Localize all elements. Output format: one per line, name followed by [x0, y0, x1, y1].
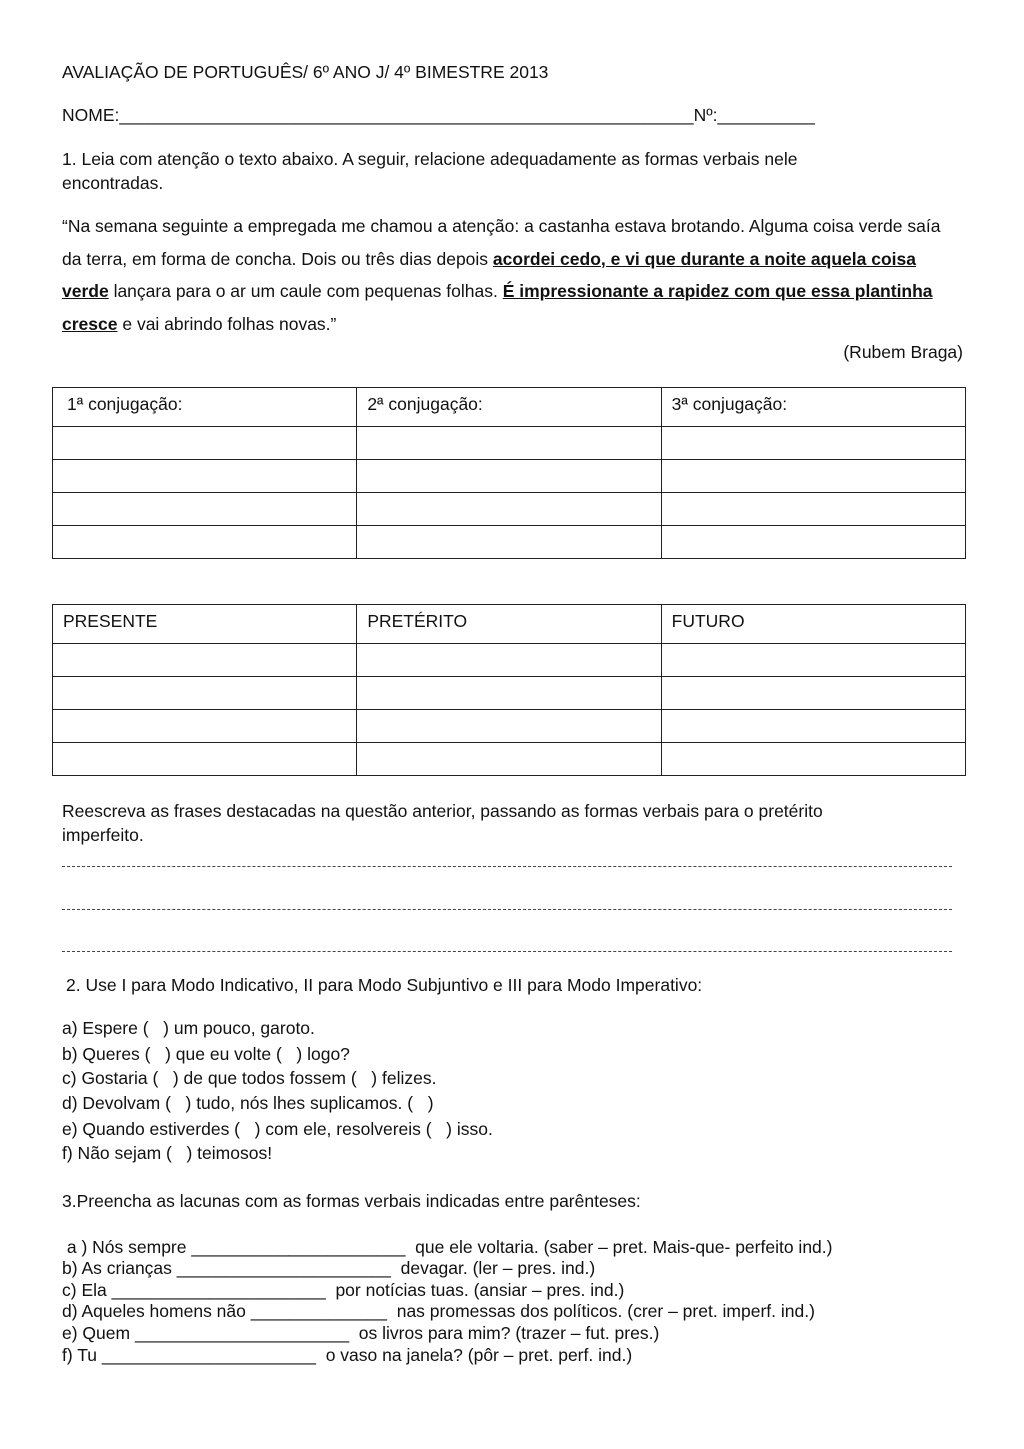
table-row [53, 677, 966, 710]
header-future: FUTURO [661, 605, 965, 644]
answer-cell[interactable] [661, 460, 965, 493]
table-row [53, 710, 966, 743]
question-1-instruction: 1. Leia com atenção o texto abaixo. A seguir, relacione adequadamente as formas verbais nele encontradas. [62, 149, 798, 193]
answer-cell[interactable] [357, 526, 661, 559]
answer-cell[interactable] [661, 493, 965, 526]
answer-cell[interactable] [53, 427, 357, 460]
table-row [53, 427, 966, 460]
answer-cell[interactable] [53, 743, 357, 776]
table-row [53, 526, 966, 559]
answer-cell[interactable] [357, 677, 661, 710]
question-3-item-a[interactable]: a ) Nós sempre ______________________ que ele voltaria. (saber – pret. Mais-que- perfeito ind.) [62, 1237, 833, 1257]
answer-line[interactable] [62, 866, 952, 867]
answer-cell[interactable] [357, 710, 661, 743]
answer-cell[interactable] [53, 493, 357, 526]
question-3-instruction: 3.Preencha as lacunas com as formas verbais indicadas entre parênteses: [62, 1191, 641, 1211]
question-3-item-f[interactable]: f) Tu ______________________ o vaso na janela? (pôr – pret. perf. ind.) [62, 1345, 633, 1365]
answer-cell[interactable] [357, 743, 661, 776]
answer-cell[interactable] [357, 644, 661, 677]
answer-cell[interactable] [357, 460, 661, 493]
answer-cell[interactable] [357, 427, 661, 460]
question-3-item-e[interactable]: e) Quem ______________________ os livros para mim? (trazer – fut. pres.) [62, 1323, 660, 1343]
table-header-row [53, 388, 966, 427]
answer-cell[interactable] [661, 644, 965, 677]
answer-cell[interactable] [53, 710, 357, 743]
table-row [53, 644, 966, 677]
answer-line[interactable] [62, 951, 952, 952]
answer-cell[interactable] [661, 710, 965, 743]
answer-line[interactable] [62, 909, 952, 910]
answer-cell[interactable] [661, 743, 965, 776]
table-row [53, 743, 966, 776]
question-3-item-b[interactable]: b) As crianças ______________________ devagar. (ler – pres. ind.) [62, 1258, 596, 1278]
question-2-instruction: 2. Use I para Modo Indicativo, II para Modo Subjuntivo e III para Modo Imperativo: [66, 975, 703, 995]
passage-text-2: lançara para o ar um caule com pequenas folhas. [108, 281, 503, 301]
name-field-line[interactable]: NOME:___________________________________________________________Nº:__________ [62, 105, 815, 125]
passage-text-3: e vai abrindo folhas novas.” [117, 313, 337, 334]
conjugation-table [52, 387, 966, 559]
header-third-conjugation: 3ª conjugação: [661, 388, 965, 427]
header-first-conjugation: 1ª conjugação: [53, 388, 357, 427]
passage-author: (Rubem Braga) [843, 342, 963, 362]
answer-cell[interactable] [53, 460, 357, 493]
reading-passage [62, 210, 964, 340]
question-3-item-c[interactable]: c) Ela ______________________ por notícias tuas. (ansiar – pres. ind.) [62, 1280, 625, 1300]
exam-title: AVALIAÇÃO DE PORTUGUÊS/ 6º ANO J/ 4º BIMESTRE 2013 [62, 62, 549, 82]
question-2-item-e[interactable]: e) Quando estiverdes ( ) com ele, resolvereis ( ) isso. [62, 1119, 493, 1139]
header-second-conjugation: 2ª conjugação: [357, 388, 661, 427]
question-2-item-c[interactable]: c) Gostaria ( ) de que todos fossem ( ) felizes. [62, 1068, 437, 1088]
answer-cell[interactable] [53, 526, 357, 559]
answer-cell[interactable] [53, 644, 357, 677]
passage-highlight-2: É impressionante a rapidez com que essa plantinha cresce [62, 281, 933, 334]
header-present: PRESENTE [53, 605, 357, 644]
answer-cell[interactable] [53, 677, 357, 710]
table-header-row [53, 605, 966, 644]
question-2-item-a[interactable]: a) Espere ( ) um pouco, garoto. [62, 1018, 315, 1038]
question-2-item-b[interactable]: b) Queres ( ) que eu volte ( ) logo? [62, 1044, 350, 1064]
answer-cell[interactable] [661, 526, 965, 559]
passage-highlight-1: acordei cedo, e vi que durante a noite aquela coisa verde [62, 248, 916, 301]
answer-cell[interactable] [661, 427, 965, 460]
rewrite-instruction: Reescreva as frases destacadas na questão anterior, passando as formas verbais para o pretérito imperfeito. [62, 801, 823, 845]
question-2-item-f[interactable]: f) Não sejam ( ) teimosos! [62, 1143, 273, 1163]
question-3-item-d[interactable]: d) Aqueles homens não ______________ nas promessas dos políticos. (crer – pret. imperf. ind.) [62, 1301, 815, 1321]
table-row [53, 460, 966, 493]
answer-cell[interactable] [357, 493, 661, 526]
header-past: PRETÉRITO [357, 605, 661, 644]
passage-text-1: “Na semana seguinte a empregada me chamou a atenção: a castanha estava brotando. Alguma coisa verde saía da terra, em forma de concha. Dois ou três dias depois [62, 216, 941, 269]
answer-cell[interactable] [661, 677, 965, 710]
table-row [53, 493, 966, 526]
question-2-item-d[interactable]: d) Devolvam ( ) tudo, nós lhes suplicamos. ( ) [62, 1093, 434, 1113]
tense-table [52, 604, 966, 776]
